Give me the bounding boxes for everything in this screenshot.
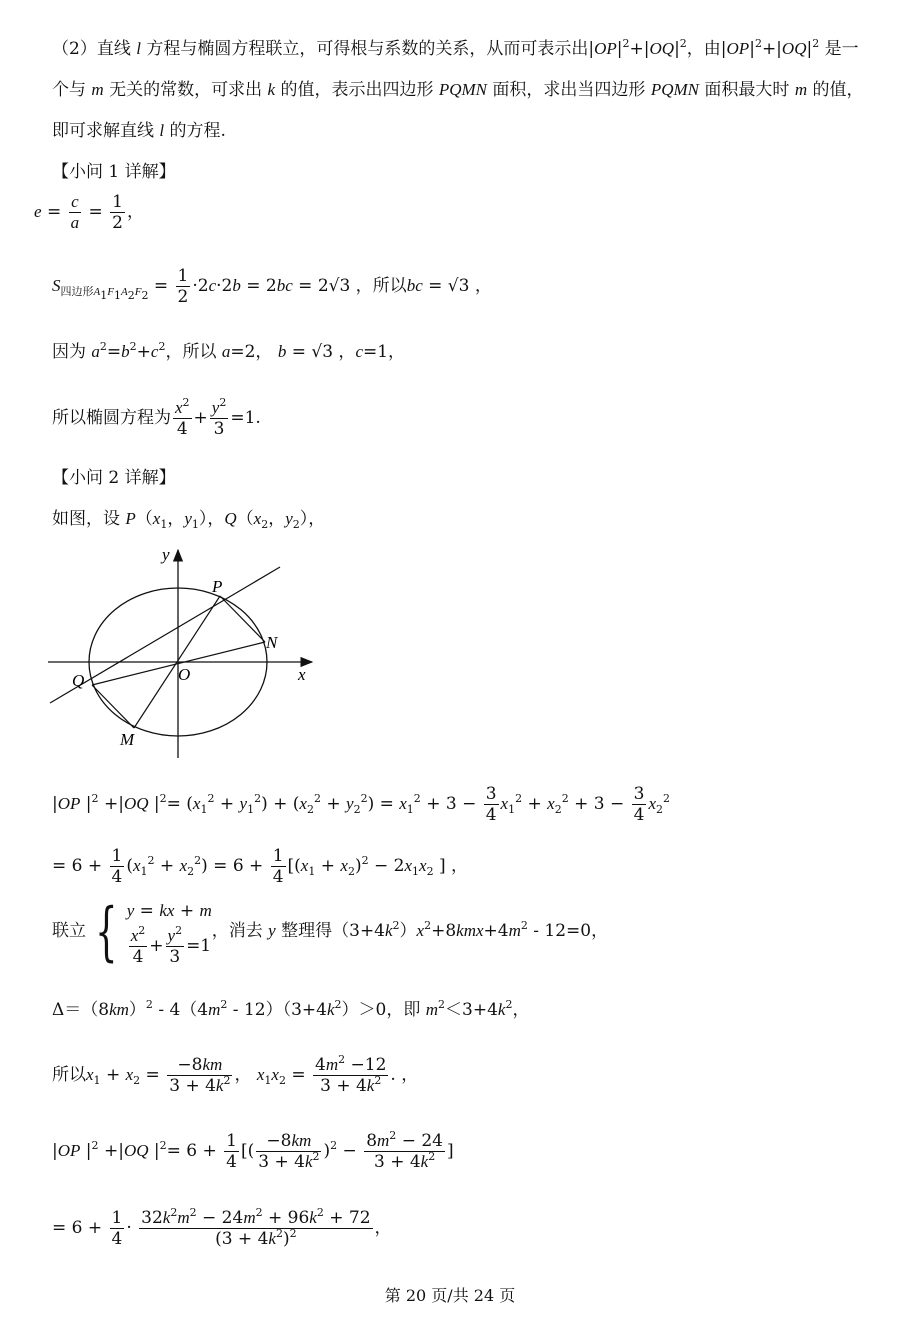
vieta-relations: 所以$x_1 + x_2$ = $\frac{-8km}{3 + 4k^2}$ ， $x_1x_2$ = $\frac{4m^2 -12}{3 + 4k^2}$ . ， [52,1053,419,1096]
abc-values: 因为 $a^2=b^2+c^2$，所以 a=2， b = √3 ，c=1， [52,340,406,362]
sum-squares-simplified: = 6 + $\frac{1}{4}$ · $\frac{32k^2m^2 - 24m^2 + 96k^2 + 72}{(3 + 4k^2)^2}$ ， [52,1206,392,1249]
para2-line1: （2）直线 l 方程与椭圆方程联立，可得根与系数的关系，从而可表示出$|OP|^2+|OQ|^2$，由$|OP|^2+|OQ|^2$ 是一 [52,37,859,59]
heading-part1: 【小问 1 详解】 [52,162,176,182]
para2-line3: 即可求解直线 l 的方程. [52,121,226,141]
label-P: P [212,577,223,596]
area-eq: $S_{四边形A_1F_1A_2F_2}$ = $\frac{1}{2}$ ·2c·2b = 2bc = 2√3 ，所以bc = √3 ， [52,266,492,307]
segment-QM [92,685,134,728]
ellipse-figure [40,540,330,760]
set-points: 如图，设 $P(x_1$，$y_1$），$Q(x_2$，$y_2$）， [52,509,326,531]
ellipse-equation: 所以椭圆方程为 $\frac{x^2}{4}$ + $\frac{y^2}{3}$ =1. [52,396,261,439]
sum-squares-eq-2: = 6 + $\frac{1}{4}$ $(x_1^2 + x_2^2) = 6$ + $\frac{1}{4}$ [$(x_1 + x_2)^2 - 2x_1x_2$ ] ， [52,846,469,887]
label-O: O [178,665,191,684]
segment-PN [220,596,265,642]
sum-squares-eq: |OP $|^2 +|OQ$ $|^2= (x_1^2 + y_1^2) + (x_2^2 + y_2^2) = x_1^2 + 3$ − $\frac{3}{4}$ $x_1^2 + x_2^2 + 3$ − $\frac{3}{4}$ $x_2^2$ [52,784,670,825]
label-N: N [266,633,278,652]
eccentricity-eq: e = $\frac{c}{a}$ = $\frac{1}{2}$ ， [34,192,144,233]
sum-squares-sub: |OP $|^2 +|OQ$ $|^2= 6$ + $\frac{1}{4}$ [( $\frac{-8km}{3 + 4k^2}$ )$^2$ − $\frac{8m^2 - 24}{3 + 4k^2}$ ] [52,1129,454,1172]
label-y: y [162,545,170,564]
heading-part2: 【小问 2 详解】 [52,468,176,488]
discriminant: $\Delta=(8km)^2 - 4(4m^2 - 12)(3+4k^2)>0$，即 $m^2<3+4k^2$， [52,998,530,1020]
simultaneous-system: 联立 { y = kx + m $\frac{x^2}{4}$ + $\frac{y^2}{3}$ =1 ，消去 y 整理得$(3+4k^2)x^2+8kmx+4m^2 - 12=0$， [52,894,609,969]
line-l [50,567,280,703]
para2-line2: 个与 m 无关的常数，可求出 k 的值，表示出四边形 PQMN 面积，求出当四边形 PQMN 面积最大时 m 的值， [52,80,864,100]
page-footer: 第 20 页/共 24 页 [384,1286,516,1305]
label-M: M [120,730,135,749]
label-Q: Q [72,671,85,690]
label-x: x [298,665,306,684]
